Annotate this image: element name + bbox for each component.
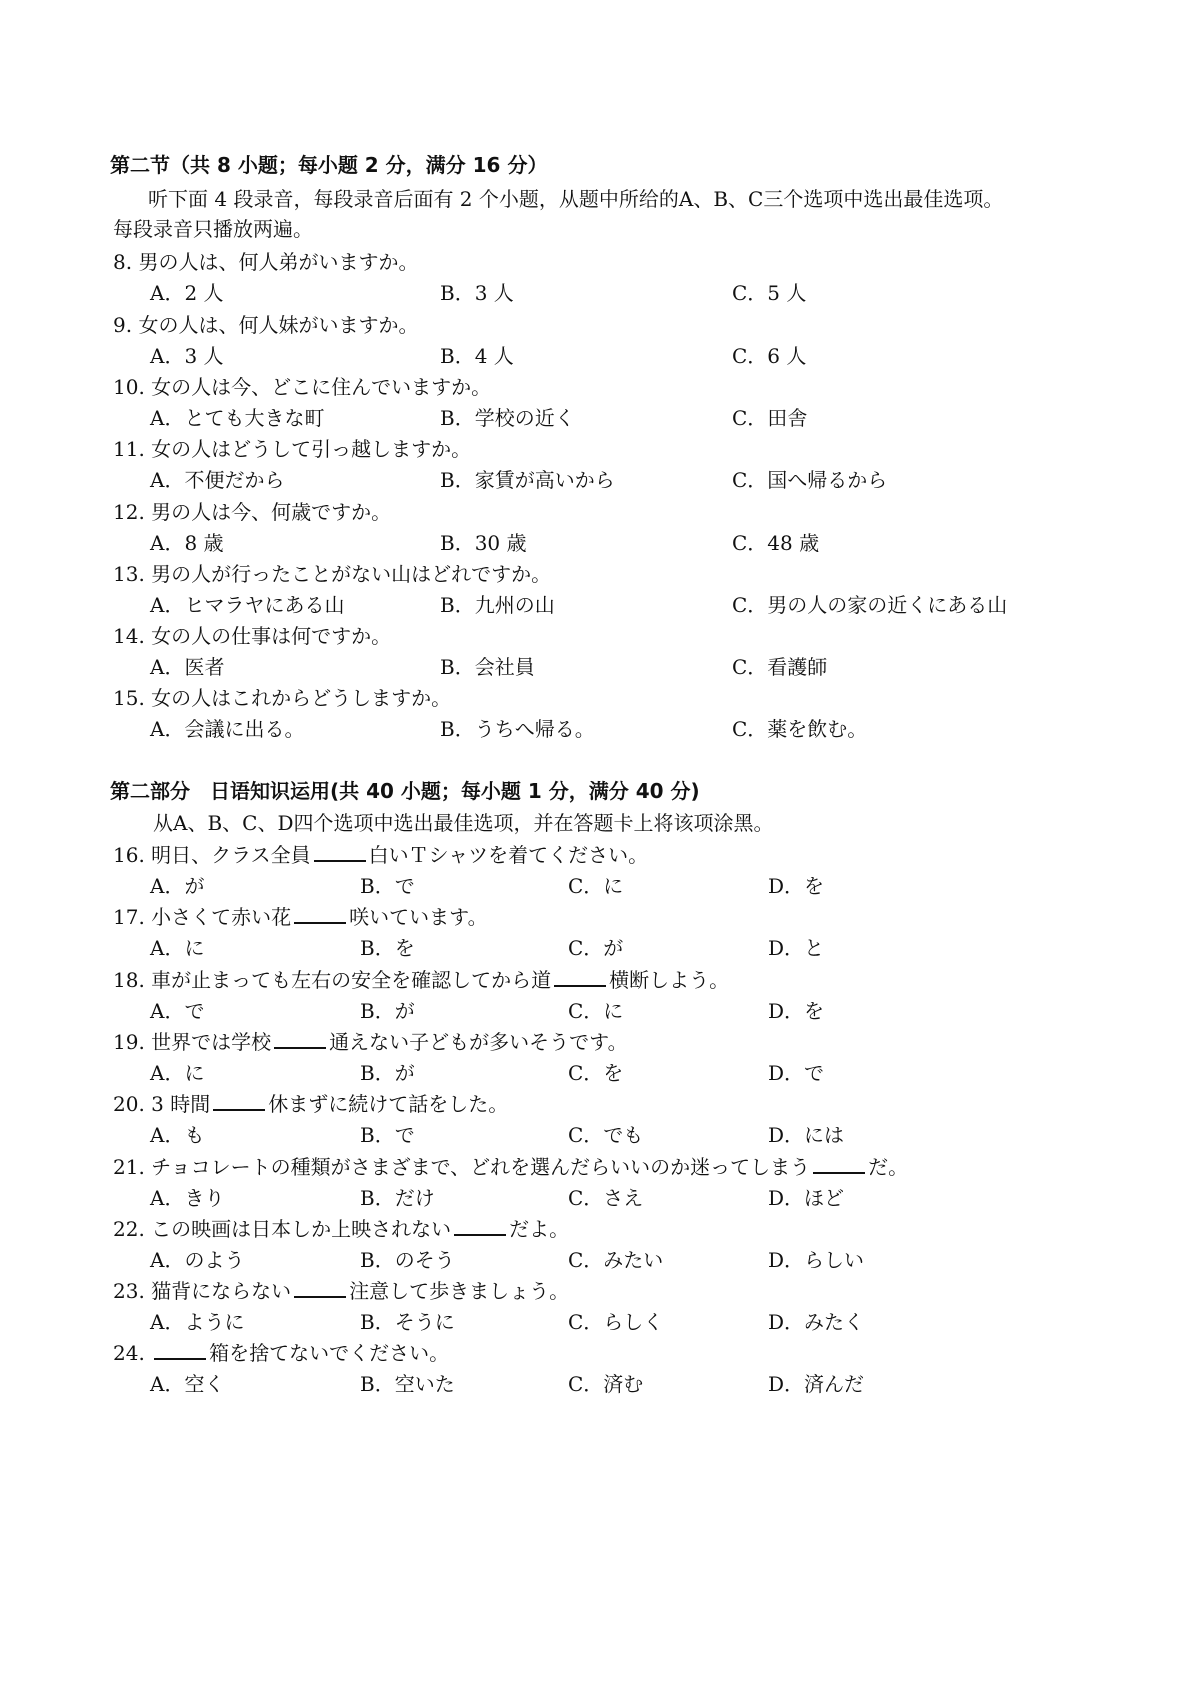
question-text-after-blank: 咲いています。 [349,905,488,929]
answer-option: C．田舎 [732,406,808,430]
section2-instruction-1: 听下面 4 段录音，每段录音后面有 2 个小题，从题中所给的A、B、C三个选项中选出最佳选项。 [148,187,1004,211]
answer-option: A．きり [150,1186,225,1210]
question-stem: 12. 男の人は今、何歳ですか。 [113,500,392,524]
answer-option: A．会議に出る。 [150,717,305,741]
answer-option: B．30 歳 [440,531,527,555]
question-text-before-blank: 18. 車が止まっても左右の安全を確認してから道 [113,968,552,992]
answer-option: A．8 歳 [150,531,224,555]
question-text-after-blank: だよ。 [509,1217,570,1241]
answer-option: A．不便だから [150,468,285,492]
answer-option: B．うちへ帰る。 [440,717,595,741]
question-stem [113,842,1200,868]
question-text-after-blank: だ。 [868,1155,909,1179]
answer-option: A．に [150,1061,205,1085]
answer-option: A．3 人 [150,344,224,368]
answer-option: C．に [568,999,624,1023]
answer-option: D．と [768,936,825,960]
answer-option: C．を [568,1061,624,1085]
part2-title: 第二部分 日语知识运用(共 40 小题；每小题 1 分，满分 40 分) [110,779,700,803]
answer-option: A．ヒマラヤにある山 [150,593,345,617]
answer-option: B．九州の山 [440,593,555,617]
answer-option: C．6 人 [732,344,807,368]
answer-option: B．だけ [360,1186,435,1210]
question-stem: 9. 女の人は、何人妹がいますか。 [113,313,419,337]
question-stem [113,904,1200,930]
answer-option: B．のそう [360,1248,455,1272]
answer-option: B．が [360,1061,415,1085]
question-text-before-blank: 20. 3 時間 [113,1092,211,1116]
answer-option: C．さえ [568,1186,644,1210]
question-stem: 11. 女の人はどうして引っ越しますか。 [113,437,472,461]
answer-option: B．を [360,936,415,960]
answer-option: B．学校の近く [440,406,575,430]
question-text-before-blank: 17. 小さくて赤い花 [113,905,292,929]
answer-option: A．空く [150,1372,225,1396]
question-text-before-blank: 16. 明日、クラス全員 [113,843,311,867]
section2-title: 第二节（共 8 小题；每小题 2 分，满分 16 分） [110,153,548,177]
answer-blank [314,842,366,862]
answer-option: D．を [768,874,825,898]
answer-option: B．空いた [360,1372,455,1396]
answer-blank [554,967,606,987]
question-text-after-blank: 通えない子どもが多いそうです。 [329,1030,628,1054]
answer-option: C．でも [568,1123,644,1147]
answer-option: A．が [150,874,205,898]
question-stem [113,1340,1200,1366]
question-stem: 8. 男の人は、何人弟がいますか。 [113,250,419,274]
question-stem [113,1216,1200,1242]
answer-option: A．とても大きな町 [150,406,325,430]
question-text-before-blank: 22. この映画は日本しか上映されない [113,1217,452,1241]
answer-blank [813,1154,865,1174]
answer-option: D．を [768,999,825,1023]
answer-option: D．済んだ [768,1372,865,1396]
answer-option: C．済む [568,1372,644,1396]
answer-option: B．が [360,999,415,1023]
answer-option: D．ほど [768,1186,845,1210]
answer-option: A．も [150,1123,205,1147]
question-text-after-blank: 休まずに続けて話をした。 [268,1092,509,1116]
question-stem [113,1278,1200,1304]
question-text-before-blank: 23. 猫背にならない [113,1279,292,1303]
answer-option: C．が [568,936,624,960]
answer-option: A．2 人 [150,281,224,305]
answer-option: A．で [150,999,205,1023]
answer-option: C．らしく [568,1310,664,1334]
answer-option: B．会社員 [440,655,535,679]
answer-blank [274,1029,326,1049]
answer-blank [294,1278,346,1298]
answer-option: A．医者 [150,655,225,679]
answer-option: C．看護師 [732,655,828,679]
answer-blank [294,904,346,924]
question-stem [113,1091,1200,1117]
answer-option: B．3 人 [440,281,514,305]
question-stem [113,967,1200,993]
answer-option: C．みたい [568,1248,664,1272]
answer-option: C．男の人の家の近くにある山 [732,593,1008,617]
answer-blank [213,1091,265,1111]
question-text-after-blank: 箱を捨てないでください。 [209,1341,450,1365]
answer-option: C．5 人 [732,281,807,305]
answer-option: D．みたく [768,1310,865,1334]
answer-option: B．で [360,1123,415,1147]
question-stem: 13. 男の人が行ったことがない山はどれですか。 [113,562,552,586]
question-text-before-blank: 19. 世界では学校 [113,1030,272,1054]
answer-option: A．のよう [150,1248,245,1272]
answer-option: B．そうに [360,1310,455,1334]
section2-instruction-2: 每段录音只播放两遍。 [113,217,313,241]
question-stem: 14. 女の人の仕事は何ですか。 [113,624,392,648]
question-text-after-blank: 白いＴシャツを着てください。 [368,843,649,867]
answer-option: C．48 歳 [732,531,820,555]
answer-option: D．には [768,1123,845,1147]
question-text-after-blank: 注意して歩きましょう。 [349,1279,570,1303]
answer-option: B．で [360,874,415,898]
answer-option: D．で [768,1061,825,1085]
answer-blank [154,1340,206,1360]
answer-option: B．4 人 [440,344,514,368]
question-stem [113,1029,1200,1055]
answer-option: A．に [150,936,205,960]
answer-option: D．らしい [768,1248,865,1272]
answer-option: C．薬を飲む。 [732,717,868,741]
question-stem: 10. 女の人は今、どこに住んでいますか。 [113,375,492,399]
question-text-before-blank: 21. チョコレートの種類がさまざまで、どれを選んだらいいのか迷ってしまう [113,1155,811,1179]
answer-option: C．国へ帰るから [732,468,888,492]
question-stem: 15. 女の人はこれからどうしますか。 [113,686,452,710]
answer-option: C．に [568,874,624,898]
question-stem [113,1154,1200,1180]
question-text-after-blank: 横断しよう。 [609,968,730,992]
answer-blank [454,1216,506,1236]
answer-option: A．ように [150,1310,245,1334]
answer-option: B．家賃が高いから [440,468,615,492]
question-text-before-blank: 24. [113,1341,152,1365]
part2-instruction: 从A、B、C、D四个选项中选出最佳选项，并在答题卡上将该项涂黑。 [153,811,774,835]
